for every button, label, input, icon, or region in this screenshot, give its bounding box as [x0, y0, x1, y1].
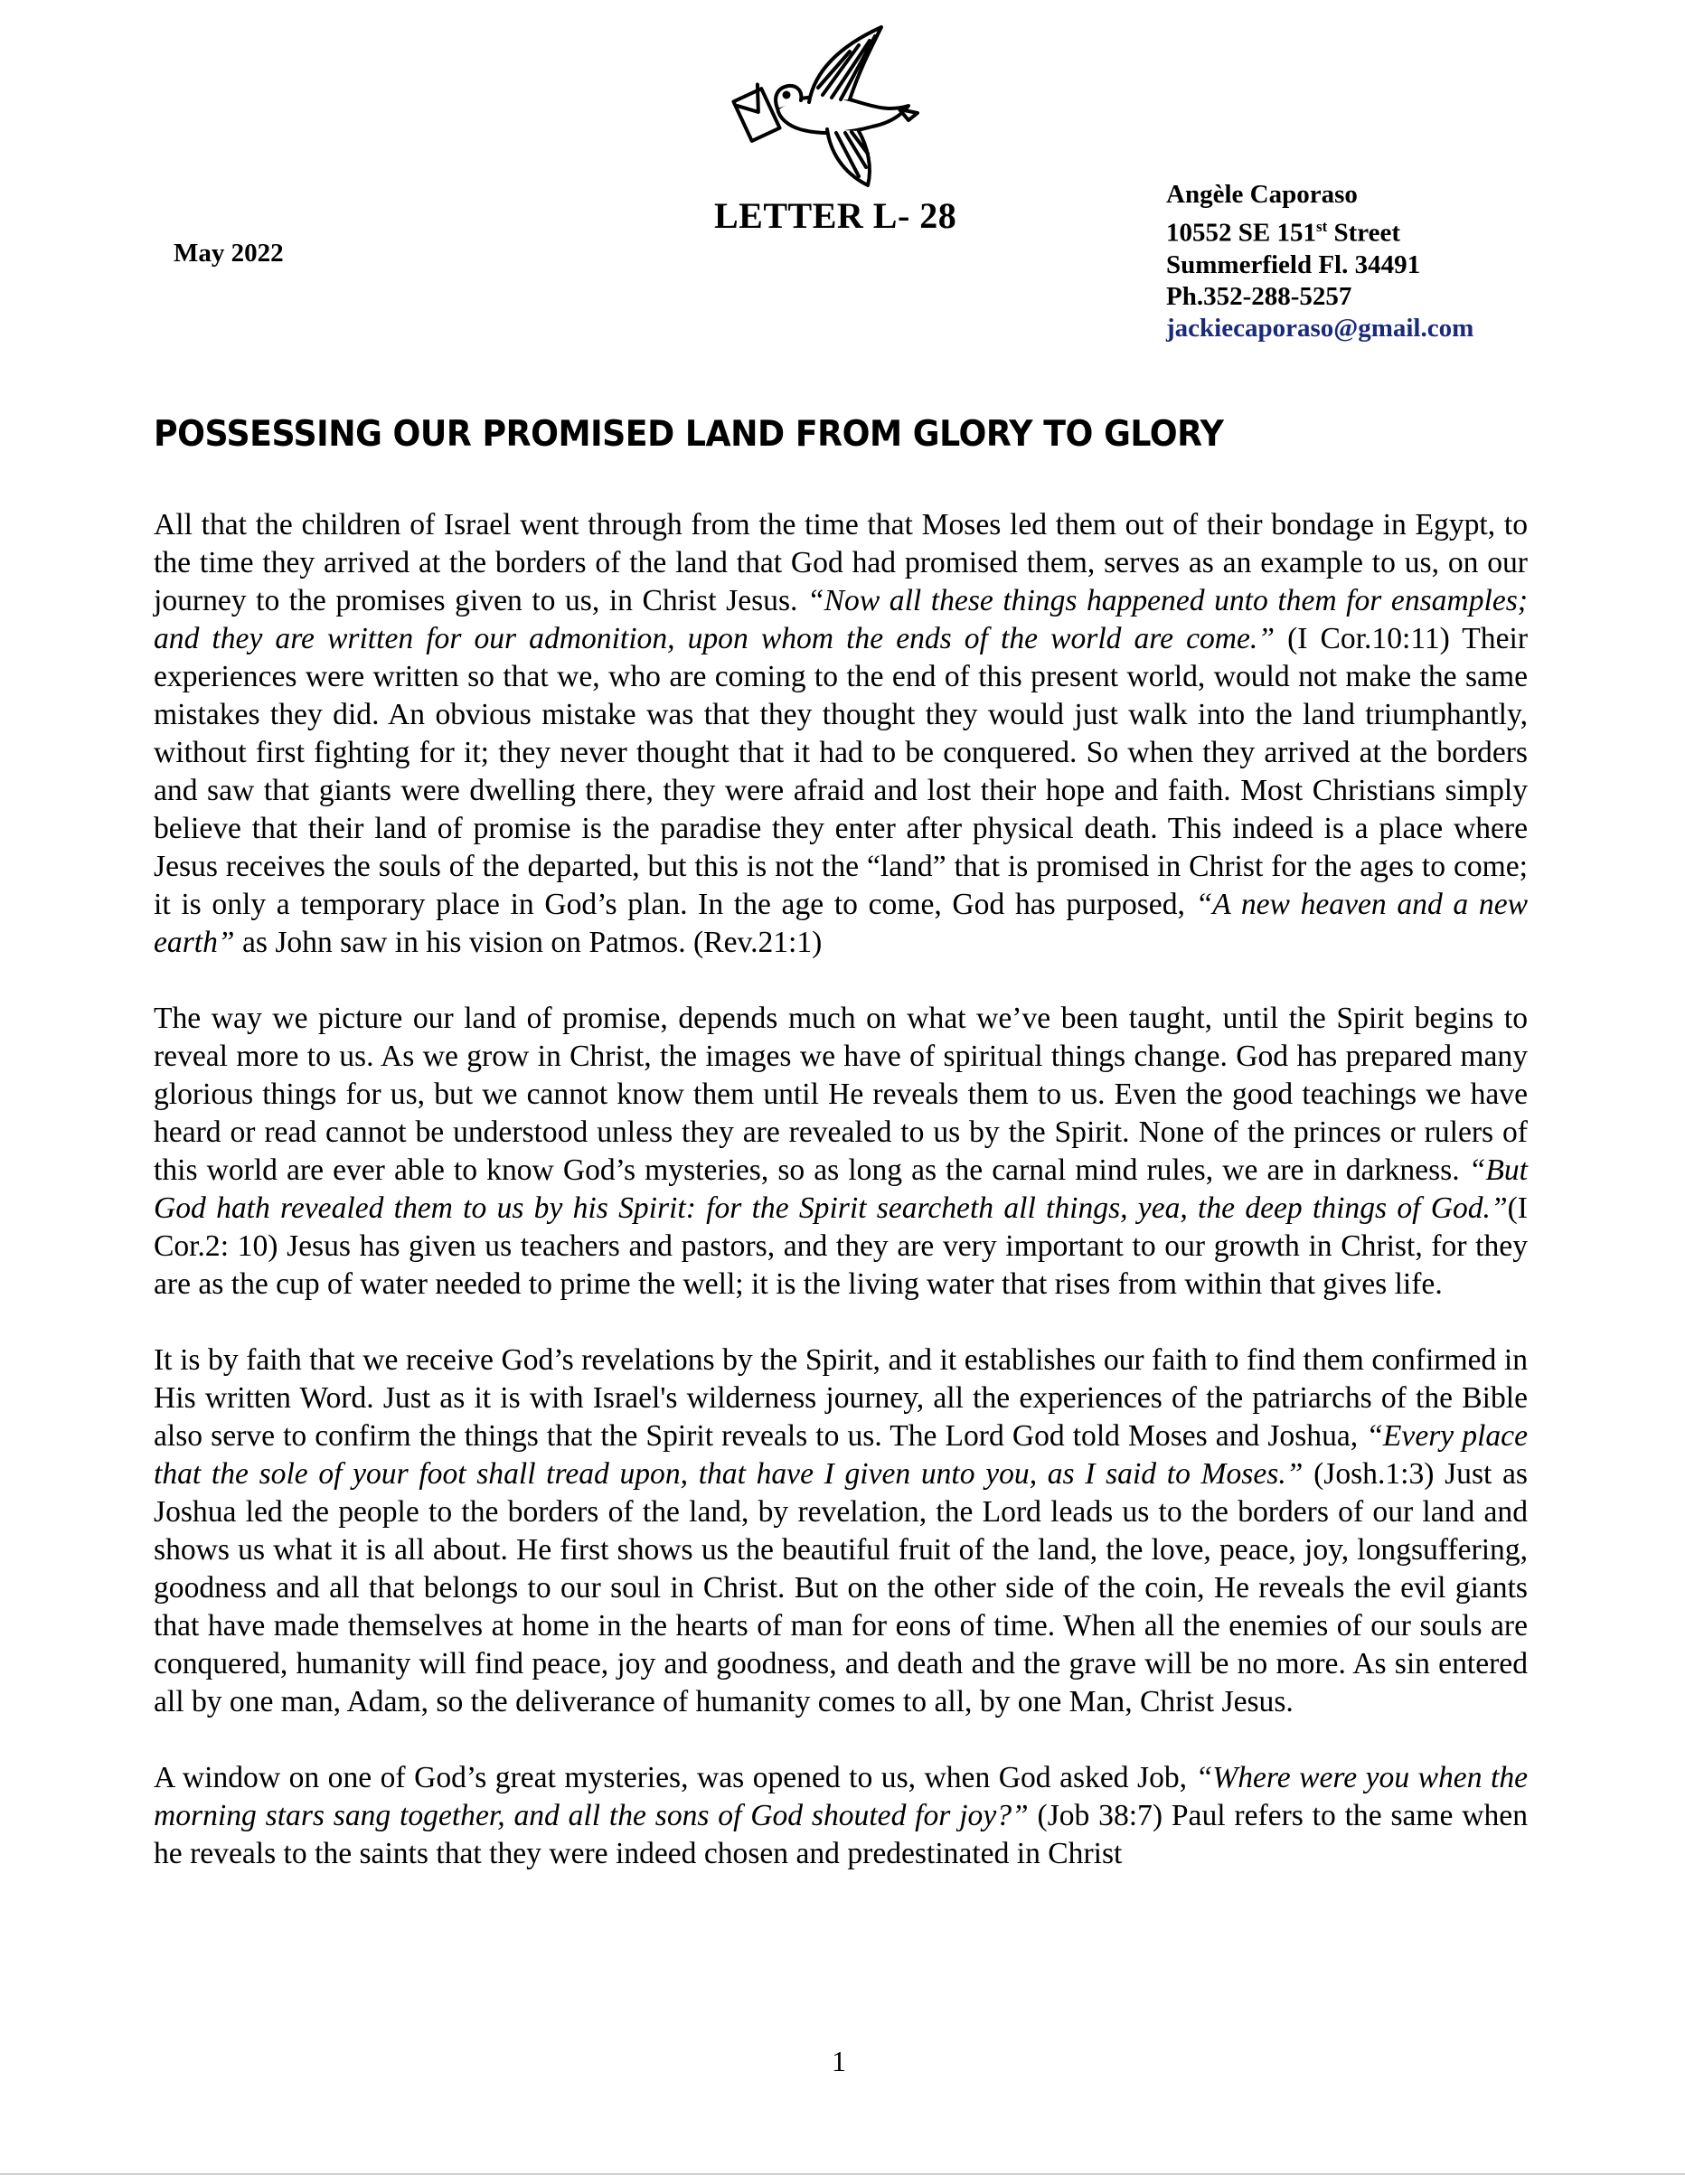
page-bottom-divider — [0, 2173, 1685, 2175]
scripture-quote: “Every place that the sole of your foot shall tread upon, that have I given unto you, as I said to Moses.” — [154, 1419, 1528, 1491]
paragraph-text: The way we picture our land of promise, depends much on what we’ve been taught, until the Spirit begins to reveal more to us. As we grow in Christ, the images we have of spiritual things change. God has prepared many glorious things for us, but we cannot know them until He reveals them to us. Even the good teachings we have heard or read cannot be understood unless they are revealed to us by the Spirit. None of the princes or rulers of this world are ever able to know God’s mysteries, so as long as the carnal mind rules, we are in darkness. — [154, 1002, 1528, 1187]
scripture-quote: “Where were you when the morning stars sang together, and all the sons of God shouted for joy?” — [154, 1761, 1529, 1832]
sender-street — [1166, 211, 1473, 249]
paragraph-text: (I Cor.10:11) Their experiences were written so that we, who are coming to the end of this present world, would not make the same mistakes they did. An obvious mistake was that they thought they would just walk into the land triumphantly, without first fighting for it; they never thought that it had to be conquered. So when they arrived at the borders and saw that giants were dwelling there, they were afraid and lost their hope and faith. Most Christians simply believe that their land of promise is the paradise they enter after physical death. This indeed is a place where Jesus receives the souls of the departed, but this is not the “land” that is promised in Christ for the ages to come; it is only a temporary place in God’s plan. In the age to come, God has purposed, — [154, 622, 1529, 921]
paragraph-text: (Job 38:7) Paul refers to the same when he reveals to the saints that they were indeed chosen and predestinated in Christ — [154, 1799, 1528, 1870]
paragraph-text: A window on one of God’s great mysteries, was opened to us, when God asked Job, — [154, 1761, 1196, 1794]
body-paragraph — [154, 1341, 1528, 1721]
paragraph-text: as John saw in his vision on Patmos. (Rev.21:1) — [234, 926, 823, 959]
body-paragraph — [154, 1759, 1528, 1873]
paragraph-text: It is by faith that we receive God’s revelations by the Spirit, and it establishes our faith to find them confirmed in His written Word. Just as it is with Israel's wilderness journey, all the experiences of the patriarchs of the Bible also serve to confirm the things that the Spirit reveals to us. The Lord God told Moses and Joshua, — [154, 1343, 1528, 1453]
sender-address — [1166, 179, 1473, 344]
sender-name: Angèle Caporaso — [1166, 180, 1358, 209]
sender-phone: Ph.352-288-5257 — [1166, 281, 1352, 311]
letter-title: LETTER L- 28 — [714, 195, 957, 236]
article-heading: POSSESSING OUR PROMISED LAND FROM GLORY TO GLORY — [154, 414, 1224, 455]
scripture-quote: “A new heaven and a new earth” — [154, 888, 1528, 959]
body-paragraph — [154, 506, 1528, 962]
street-ordinal: st — [1315, 218, 1328, 235]
scripture-quote: “Now all these things happened unto them for ensamples; and they are written for our admonition, upon whom the ends of the world are come.” — [154, 584, 1528, 655]
letter-date: May 2022 — [174, 239, 284, 268]
sender-city: Summerfield Fl. 34491 — [1166, 249, 1421, 279]
paragraph-text: (Josh.1:3) Just as Joshua led the people to the borders of the land, by revelation, the Lord leads us to the borders of our land and shows us what it is all about. He first shows us the beautiful fruit of the land, the love, peace, joy, longsuffering, goodness and all that belongs to our soul in Christ. But on the other side of the coin, He reveals the evil giants that have made themselves at home in the hearts of man for eons of time. When all the enemies of our souls are conquered, humanity will find peace, joy and goodness, and death and the grave will be no more. As sin entered all by one man, Adam, so the deliverance of humanity comes to all, by one Man, Christ Jesus. — [154, 1457, 1528, 1718]
body-paragraph — [154, 1000, 1528, 1304]
paragraph-text: All that the children of Israel went through from the time that Moses led them out of their bondage in Egypt, to the time they arrived at the borders of the land that God had promised them, serves as an example to us, on our journey to the promises given to us, in Christ Jesus. — [154, 508, 1528, 617]
dove-with-letter-logo — [723, 23, 922, 194]
sender-email-link[interactable]: jackiecaporaso@gmail.com — [1166, 313, 1474, 343]
street-number: 10552 SE 151 — [1166, 218, 1316, 248]
street-name: Street — [1327, 218, 1401, 248]
scripture-quote: “But God hath revealed them to us by his Spirit: for the Spirit searcheth all things, yea, the deep things of God.” — [154, 1153, 1528, 1225]
page-number: 1 — [832, 2045, 846, 2077]
article-body — [154, 506, 1528, 1911]
paragraph-text: (I Cor.2: 10) Jesus has given us teachers and pastors, and they are very important to our growth in Christ, for they are as the cup of water needed to prime the well; it is the living water that rises from within that gives life. — [154, 1191, 1528, 1301]
